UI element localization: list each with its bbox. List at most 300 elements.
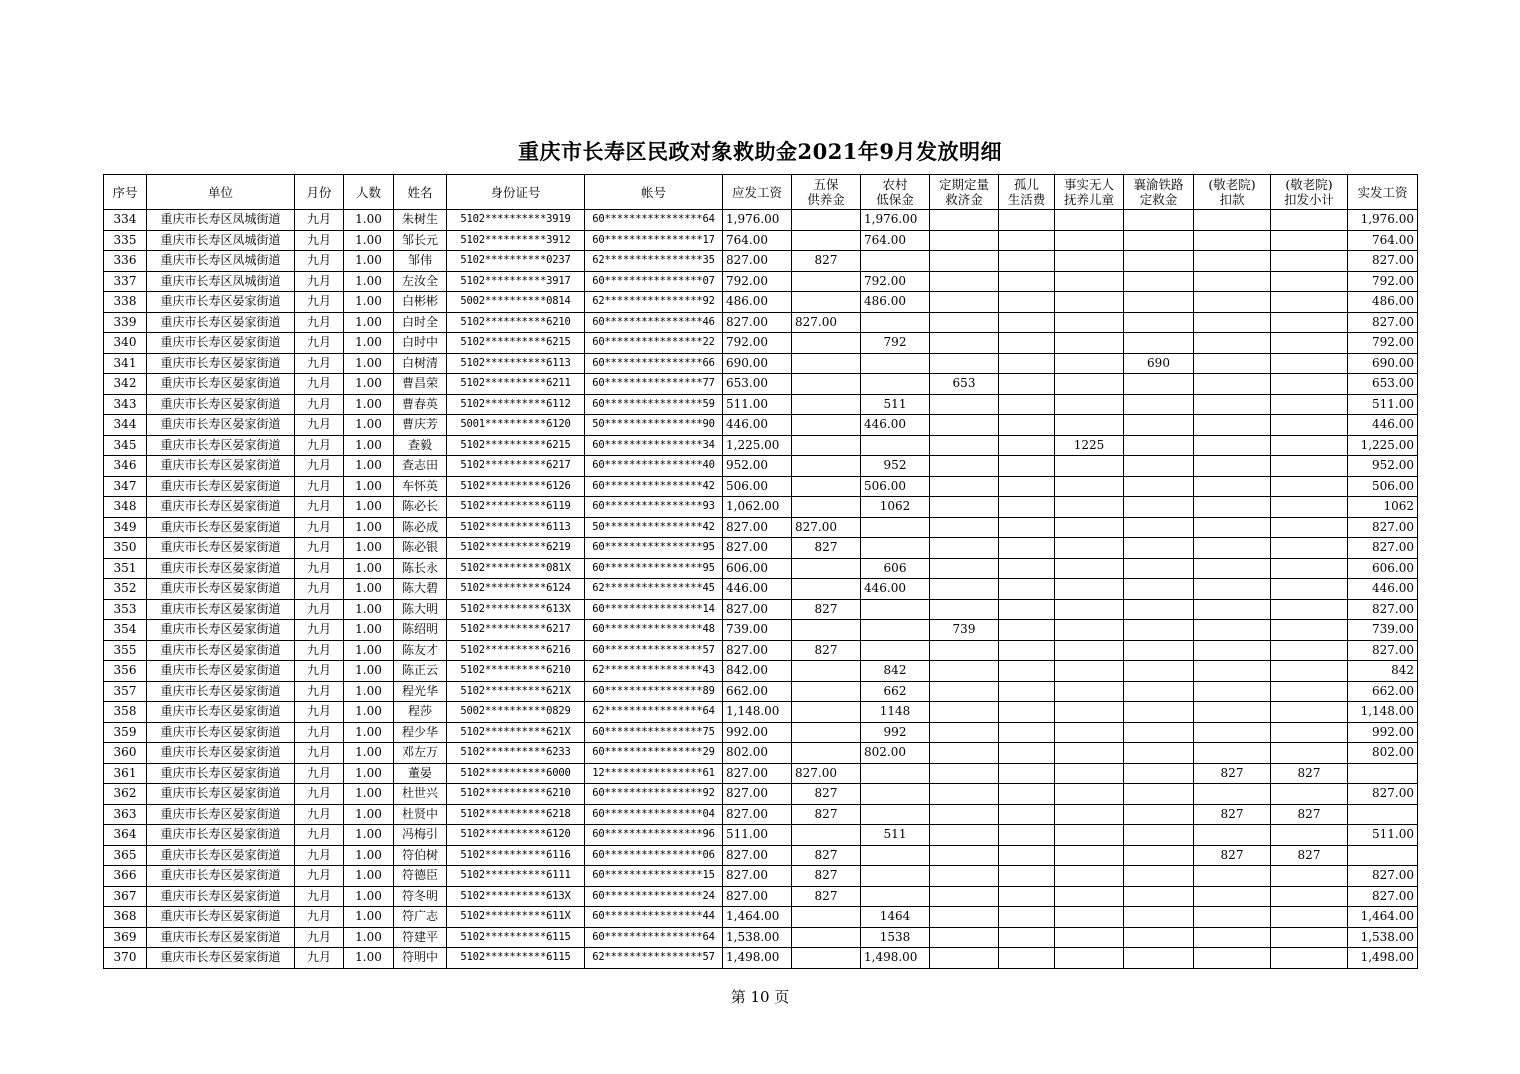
table-cell bbox=[930, 579, 999, 600]
table-row bbox=[104, 210, 1418, 231]
table-cell: 353 bbox=[104, 599, 147, 620]
table-cell bbox=[1124, 415, 1194, 436]
table-cell bbox=[792, 353, 861, 374]
table-row bbox=[104, 251, 1418, 272]
table-cell: 重庆市长寿区晏家街道 bbox=[147, 374, 295, 395]
table-cell bbox=[1348, 763, 1418, 784]
table-cell bbox=[1271, 579, 1348, 600]
table-cell: 827 bbox=[1194, 804, 1271, 825]
table-row bbox=[104, 476, 1418, 497]
table-cell: 陈必银 bbox=[394, 538, 447, 559]
table-cell bbox=[999, 702, 1055, 723]
table-row bbox=[104, 661, 1418, 682]
table-cell bbox=[792, 825, 861, 846]
table-cell: 九月 bbox=[295, 558, 344, 579]
table-cell bbox=[1124, 394, 1194, 415]
table-cell bbox=[999, 681, 1055, 702]
table-cell: 1.00 bbox=[344, 456, 394, 477]
table-cell bbox=[1194, 271, 1271, 292]
table-cell bbox=[999, 661, 1055, 682]
table-cell bbox=[792, 435, 861, 456]
table-row bbox=[104, 907, 1418, 928]
table-cell: 827.00 bbox=[1348, 640, 1418, 661]
table-cell bbox=[1055, 948, 1124, 969]
table-cell bbox=[1124, 886, 1194, 907]
table-row bbox=[104, 353, 1418, 374]
column-header bbox=[723, 175, 792, 210]
column-header-label: 人数 bbox=[355, 184, 381, 200]
table-cell: 5102**********6215 bbox=[447, 435, 585, 456]
table-cell: 827.00 bbox=[792, 763, 861, 784]
table-cell: 符伯树 bbox=[394, 845, 447, 866]
table-cell: 5102**********6112 bbox=[447, 394, 585, 415]
table-cell: 5102**********6111 bbox=[447, 866, 585, 887]
table-cell bbox=[1271, 517, 1348, 538]
table-cell: 5102**********6215 bbox=[447, 333, 585, 354]
table-cell: 653.00 bbox=[1348, 374, 1418, 395]
table-cell: 358 bbox=[104, 702, 147, 723]
table-cell bbox=[930, 804, 999, 825]
table-cell: 白树清 bbox=[394, 353, 447, 374]
table-cell bbox=[1124, 927, 1194, 948]
table-row bbox=[104, 538, 1418, 559]
table-cell bbox=[1124, 743, 1194, 764]
table-cell: 重庆市长寿区晏家街道 bbox=[147, 681, 295, 702]
table-cell: 1,498.00 bbox=[723, 948, 792, 969]
table-cell bbox=[1055, 312, 1124, 333]
table-cell: 陈大明 bbox=[394, 599, 447, 620]
table-row bbox=[104, 927, 1418, 948]
table-cell: 827 bbox=[792, 886, 861, 907]
table-cell bbox=[930, 927, 999, 948]
table-cell bbox=[999, 886, 1055, 907]
column-header-label: 定期定量 bbox=[938, 177, 989, 192]
table-cell: 60****************89 bbox=[585, 681, 723, 702]
table-cell: 1.00 bbox=[344, 558, 394, 579]
table-cell bbox=[999, 599, 1055, 620]
table-cell: 60****************14 bbox=[585, 599, 723, 620]
table-cell: 杜世兴 bbox=[394, 784, 447, 805]
table-cell: 827 bbox=[1271, 763, 1348, 784]
table-cell: 九月 bbox=[295, 804, 344, 825]
table-cell bbox=[1055, 353, 1124, 374]
table-cell: 九月 bbox=[295, 251, 344, 272]
table-cell bbox=[1055, 640, 1124, 661]
table-row bbox=[104, 579, 1418, 600]
table-cell bbox=[1194, 230, 1271, 251]
table-cell bbox=[1194, 374, 1271, 395]
table-cell: 366 bbox=[104, 866, 147, 887]
table-cell: 九月 bbox=[295, 333, 344, 354]
table-cell bbox=[999, 333, 1055, 354]
table-cell: 792.00 bbox=[1348, 333, 1418, 354]
table-cell bbox=[792, 394, 861, 415]
table-cell bbox=[930, 886, 999, 907]
column-header-label: 单位 bbox=[207, 184, 233, 200]
table-cell: 827.00 bbox=[1348, 312, 1418, 333]
table-cell bbox=[999, 497, 1055, 518]
table-row bbox=[104, 374, 1418, 395]
table-cell: 739 bbox=[930, 620, 999, 641]
table-cell bbox=[1194, 292, 1271, 313]
table-cell: 九月 bbox=[295, 661, 344, 682]
table-cell bbox=[792, 271, 861, 292]
table-cell: 重庆市长寿区晏家街道 bbox=[147, 312, 295, 333]
table-cell bbox=[999, 804, 1055, 825]
column-header-label: 扣款 bbox=[1219, 192, 1245, 207]
table-cell: 1.00 bbox=[344, 579, 394, 600]
table-cell: 335 bbox=[104, 230, 147, 251]
table-cell bbox=[930, 517, 999, 538]
table-cell: 370 bbox=[104, 948, 147, 969]
table-cell: 827.00 bbox=[723, 599, 792, 620]
table-cell bbox=[930, 538, 999, 559]
table-cell: 50****************42 bbox=[585, 517, 723, 538]
table-cell: 5102**********6219 bbox=[447, 538, 585, 559]
table-cell: 446.00 bbox=[723, 579, 792, 600]
table-cell bbox=[861, 804, 930, 825]
table-cell: 重庆市长寿区凤城街道 bbox=[147, 230, 295, 251]
table-cell bbox=[930, 845, 999, 866]
table-cell: 5102**********6210 bbox=[447, 784, 585, 805]
table-cell bbox=[861, 538, 930, 559]
table-cell bbox=[1124, 230, 1194, 251]
table-cell: 344 bbox=[104, 415, 147, 436]
table-cell: 九月 bbox=[295, 845, 344, 866]
table-row bbox=[104, 394, 1418, 415]
column-header-label: 序号 bbox=[112, 184, 138, 200]
table-row bbox=[104, 456, 1418, 477]
table-cell: 重庆市长寿区晏家街道 bbox=[147, 497, 295, 518]
table-row bbox=[104, 784, 1418, 805]
table-cell: 827 bbox=[792, 845, 861, 866]
table-cell bbox=[1055, 722, 1124, 743]
table-cell: 62****************64 bbox=[585, 702, 723, 723]
table-cell: 60****************64 bbox=[585, 927, 723, 948]
table-cell: 邓左万 bbox=[394, 743, 447, 764]
table-cell bbox=[930, 825, 999, 846]
column-header-label: 事实无人 bbox=[1063, 177, 1114, 192]
table-cell bbox=[999, 743, 1055, 764]
table-cell: 5102**********3917 bbox=[447, 271, 585, 292]
table-cell: 白时全 bbox=[394, 312, 447, 333]
table-cell bbox=[1194, 558, 1271, 579]
table-cell: 348 bbox=[104, 497, 147, 518]
table-cell: 342 bbox=[104, 374, 147, 395]
table-cell bbox=[1271, 661, 1348, 682]
table-cell bbox=[1194, 394, 1271, 415]
table-cell bbox=[792, 210, 861, 231]
table-cell bbox=[1271, 886, 1348, 907]
table-cell: 1.00 bbox=[344, 517, 394, 538]
table-cell: 重庆市长寿区晏家街道 bbox=[147, 866, 295, 887]
table-cell bbox=[792, 558, 861, 579]
table-cell: 重庆市长寿区晏家街道 bbox=[147, 435, 295, 456]
table-cell bbox=[930, 251, 999, 272]
table-cell bbox=[1055, 599, 1124, 620]
table-cell bbox=[1271, 948, 1348, 969]
column-header bbox=[1055, 175, 1124, 210]
table-cell: 827.00 bbox=[792, 312, 861, 333]
table-cell: 827 bbox=[792, 538, 861, 559]
table-cell: 5102**********6216 bbox=[447, 640, 585, 661]
table-cell bbox=[1194, 927, 1271, 948]
table-cell bbox=[1194, 312, 1271, 333]
table-row bbox=[104, 292, 1418, 313]
table-cell bbox=[1055, 333, 1124, 354]
table-cell: 1.00 bbox=[344, 476, 394, 497]
table-cell bbox=[1124, 784, 1194, 805]
table-cell bbox=[930, 312, 999, 333]
table-cell: 符德臣 bbox=[394, 866, 447, 887]
column-header bbox=[147, 175, 295, 210]
table-cell bbox=[1055, 927, 1124, 948]
table-cell: 60****************46 bbox=[585, 312, 723, 333]
table-row bbox=[104, 271, 1418, 292]
table-cell bbox=[1124, 845, 1194, 866]
table-cell: 重庆市长寿区晏家街道 bbox=[147, 784, 295, 805]
table-cell bbox=[930, 866, 999, 887]
table-row bbox=[104, 948, 1418, 969]
table-cell: 重庆市长寿区晏家街道 bbox=[147, 927, 295, 948]
table-cell: 952.00 bbox=[1348, 456, 1418, 477]
table-cell bbox=[1124, 866, 1194, 887]
table-cell bbox=[1271, 333, 1348, 354]
table-cell: 511 bbox=[861, 825, 930, 846]
table-cell: 九月 bbox=[295, 374, 344, 395]
table-cell bbox=[1271, 927, 1348, 948]
table-cell bbox=[861, 763, 930, 784]
table-cell bbox=[1124, 722, 1194, 743]
column-header bbox=[394, 175, 447, 210]
table-cell bbox=[1194, 722, 1271, 743]
table-cell: 陈长永 bbox=[394, 558, 447, 579]
table-cell bbox=[1124, 681, 1194, 702]
table-cell: 827.00 bbox=[723, 763, 792, 784]
table-cell bbox=[1055, 681, 1124, 702]
table-cell bbox=[1271, 353, 1348, 374]
table-cell: 5102**********621X bbox=[447, 722, 585, 743]
table-cell: 九月 bbox=[295, 579, 344, 600]
table-cell: 338 bbox=[104, 292, 147, 313]
table-cell: 1.00 bbox=[344, 353, 394, 374]
table-cell bbox=[861, 599, 930, 620]
table-cell: 1225 bbox=[1055, 435, 1124, 456]
table-cell: 重庆市长寿区晏家街道 bbox=[147, 640, 295, 661]
table-cell: 827.00 bbox=[723, 640, 792, 661]
table-cell bbox=[930, 681, 999, 702]
table-cell: 重庆市长寿区晏家街道 bbox=[147, 763, 295, 784]
table-cell: 346 bbox=[104, 456, 147, 477]
table-row bbox=[104, 415, 1418, 436]
table-cell bbox=[1055, 394, 1124, 415]
table-cell: 左汝全 bbox=[394, 271, 447, 292]
table-cell bbox=[1055, 907, 1124, 928]
table-cell bbox=[930, 333, 999, 354]
table-cell: 1.00 bbox=[344, 333, 394, 354]
table-cell bbox=[930, 722, 999, 743]
table-cell: 5102**********3912 bbox=[447, 230, 585, 251]
table-cell bbox=[861, 353, 930, 374]
table-cell: 827.00 bbox=[723, 866, 792, 887]
table-cell bbox=[1124, 640, 1194, 661]
table-cell: 1.00 bbox=[344, 907, 394, 928]
table-cell: 1,225.00 bbox=[1348, 435, 1418, 456]
table-cell bbox=[1124, 312, 1194, 333]
table-cell bbox=[1124, 599, 1194, 620]
table-cell bbox=[930, 640, 999, 661]
table-cell bbox=[930, 743, 999, 764]
table-cell bbox=[1194, 825, 1271, 846]
table-cell: 827 bbox=[1194, 845, 1271, 866]
table-cell: 九月 bbox=[295, 456, 344, 477]
table-cell: 827 bbox=[792, 784, 861, 805]
table-cell: 842 bbox=[861, 661, 930, 682]
table-cell: 362 bbox=[104, 784, 147, 805]
table-cell: 符冬明 bbox=[394, 886, 447, 907]
table-cell: 陈必长 bbox=[394, 497, 447, 518]
table-cell: 739.00 bbox=[723, 620, 792, 641]
table-cell bbox=[1194, 866, 1271, 887]
table-cell: 1.00 bbox=[344, 312, 394, 333]
table-cell: 357 bbox=[104, 681, 147, 702]
table-cell bbox=[1055, 230, 1124, 251]
table-cell: 九月 bbox=[295, 784, 344, 805]
table-cell: 九月 bbox=[295, 825, 344, 846]
column-header-label: (敬老院) bbox=[1285, 177, 1333, 192]
table-cell: 827.00 bbox=[723, 804, 792, 825]
table-cell bbox=[930, 394, 999, 415]
column-header bbox=[585, 175, 723, 210]
column-header-label: 低保金 bbox=[876, 192, 914, 207]
table-cell bbox=[1055, 886, 1124, 907]
table-row bbox=[104, 620, 1418, 641]
table-cell bbox=[1055, 538, 1124, 559]
table-cell: 重庆市长寿区晏家街道 bbox=[147, 476, 295, 497]
table-cell bbox=[999, 230, 1055, 251]
table-cell: 992.00 bbox=[723, 722, 792, 743]
table-cell bbox=[1124, 948, 1194, 969]
column-header-label: 襄渝铁路 bbox=[1133, 177, 1184, 192]
table-cell bbox=[1055, 763, 1124, 784]
table-cell bbox=[792, 292, 861, 313]
table-cell bbox=[999, 845, 1055, 866]
table-cell: 446.00 bbox=[1348, 579, 1418, 600]
table-cell: 程光华 bbox=[394, 681, 447, 702]
table-cell: 1.00 bbox=[344, 927, 394, 948]
table-cell: 1,148.00 bbox=[1348, 702, 1418, 723]
table-cell bbox=[999, 620, 1055, 641]
table-cell bbox=[1271, 292, 1348, 313]
table-cell bbox=[999, 825, 1055, 846]
table-cell: 352 bbox=[104, 579, 147, 600]
table-cell bbox=[1124, 374, 1194, 395]
table-cell: 重庆市长寿区晏家街道 bbox=[147, 558, 295, 579]
table-cell: 符广志 bbox=[394, 907, 447, 928]
table-cell bbox=[1194, 640, 1271, 661]
table-cell: 764.00 bbox=[861, 230, 930, 251]
table-cell: 952 bbox=[861, 456, 930, 477]
table-cell bbox=[999, 907, 1055, 928]
table-cell: 1,225.00 bbox=[723, 435, 792, 456]
table-cell: 60****************15 bbox=[585, 866, 723, 887]
table-cell bbox=[930, 661, 999, 682]
table-body bbox=[104, 210, 1418, 969]
table-cell bbox=[1194, 599, 1271, 620]
table-cell: 446.00 bbox=[861, 415, 930, 436]
table-cell: 重庆市长寿区晏家街道 bbox=[147, 661, 295, 682]
table-row bbox=[104, 743, 1418, 764]
table-cell: 60****************66 bbox=[585, 353, 723, 374]
table-cell bbox=[1271, 907, 1348, 928]
table-cell bbox=[1055, 702, 1124, 723]
column-header-label: (敬老院) bbox=[1208, 177, 1256, 192]
table-cell: 367 bbox=[104, 886, 147, 907]
table-cell: 5102**********081X bbox=[447, 558, 585, 579]
table-cell: 朱树生 bbox=[394, 210, 447, 231]
table-cell: 60****************95 bbox=[585, 538, 723, 559]
relief-payment-table bbox=[103, 174, 1418, 969]
table-cell bbox=[1194, 476, 1271, 497]
table-cell: 5102**********3919 bbox=[447, 210, 585, 231]
table-cell: 60****************96 bbox=[585, 825, 723, 846]
table-cell: 九月 bbox=[295, 681, 344, 702]
table-cell bbox=[1055, 579, 1124, 600]
table-cell: 662.00 bbox=[1348, 681, 1418, 702]
table-cell bbox=[1055, 415, 1124, 436]
table-cell: 程莎 bbox=[394, 702, 447, 723]
table-cell: 九月 bbox=[295, 435, 344, 456]
column-header-label: 生活费 bbox=[1007, 192, 1046, 207]
table-cell: 1,062.00 bbox=[723, 497, 792, 518]
table-cell: 486.00 bbox=[723, 292, 792, 313]
table-cell: 车怀英 bbox=[394, 476, 447, 497]
table-cell bbox=[999, 722, 1055, 743]
table-cell bbox=[1271, 558, 1348, 579]
table-cell bbox=[792, 743, 861, 764]
table-cell: 白彬彬 bbox=[394, 292, 447, 313]
table-cell bbox=[1055, 292, 1124, 313]
table-cell: 九月 bbox=[295, 722, 344, 743]
table-cell bbox=[999, 948, 1055, 969]
table-cell: 792.00 bbox=[723, 271, 792, 292]
table-cell: 1.00 bbox=[344, 497, 394, 518]
column-header-label: 帐号 bbox=[640, 184, 666, 200]
table-cell: 511.00 bbox=[1348, 825, 1418, 846]
table-cell: 827.00 bbox=[1348, 538, 1418, 559]
table-cell bbox=[861, 374, 930, 395]
table-cell: 662 bbox=[861, 681, 930, 702]
table-cell: 486.00 bbox=[861, 292, 930, 313]
table-row bbox=[104, 681, 1418, 702]
table-cell bbox=[792, 907, 861, 928]
column-header-label: 农村 bbox=[882, 177, 908, 192]
document-title: 重庆市长寿区民政对象救助金2021年9月发放明细 bbox=[517, 139, 1003, 164]
table-cell bbox=[792, 456, 861, 477]
table-cell: 690.00 bbox=[723, 353, 792, 374]
table-cell bbox=[861, 845, 930, 866]
table-cell: 九月 bbox=[295, 763, 344, 784]
table-cell: 60****************07 bbox=[585, 271, 723, 292]
table-row bbox=[104, 599, 1418, 620]
column-header bbox=[1271, 175, 1348, 210]
table-cell: 1.00 bbox=[344, 210, 394, 231]
table-cell bbox=[999, 476, 1055, 497]
table-cell bbox=[792, 374, 861, 395]
table-cell bbox=[999, 763, 1055, 784]
table-cell: 662.00 bbox=[723, 681, 792, 702]
table-cell: 764.00 bbox=[723, 230, 792, 251]
